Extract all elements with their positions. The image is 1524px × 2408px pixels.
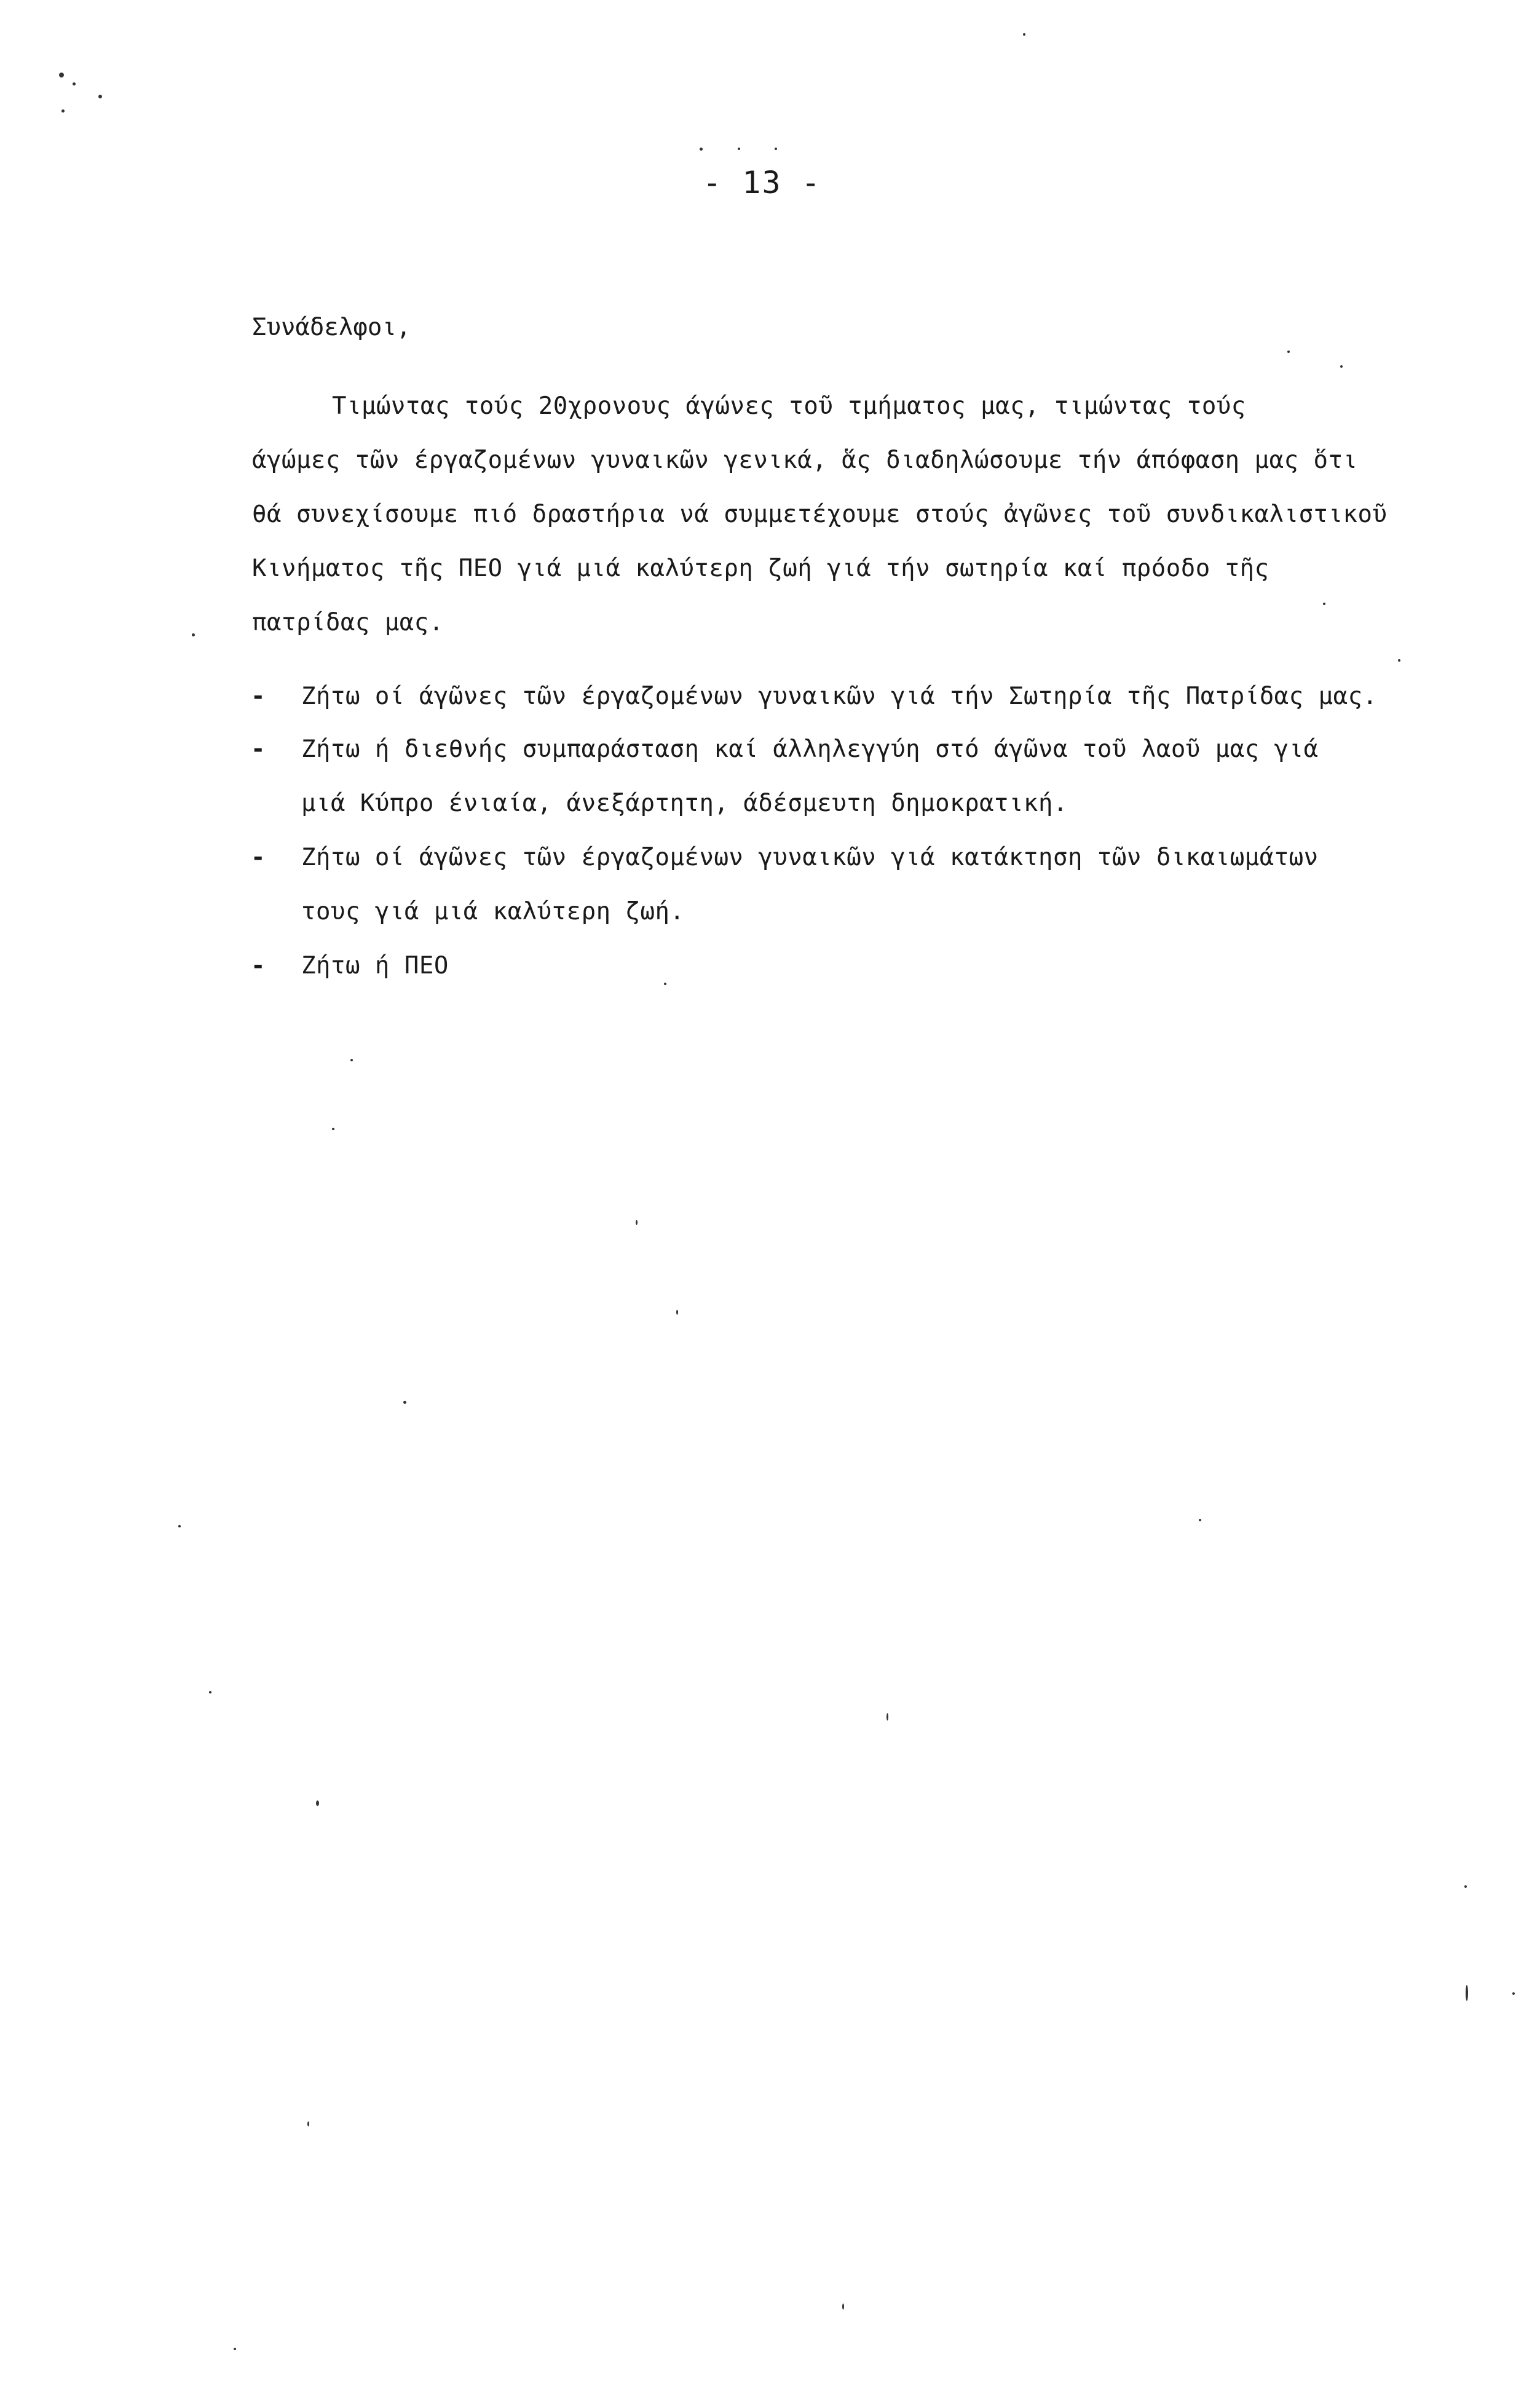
scan-speck xyxy=(234,2348,236,2350)
scan-speck xyxy=(59,73,64,77)
bullet-text: Ζήτω ή διεθνής συμπαράσταση καί άλληλεγγύη στό άγῶνα τοῦ λαοῦ μας γιά xyxy=(301,735,1319,763)
scan-speck xyxy=(1340,365,1343,368)
scan-speck xyxy=(61,109,65,113)
scan-speck xyxy=(192,633,195,636)
bullet-text: τους γιά μιά καλύτερη ζωή. xyxy=(301,898,685,925)
scan-speck xyxy=(178,1525,181,1527)
scan-speck xyxy=(403,1401,406,1404)
scan-speck xyxy=(1512,1992,1515,1995)
bullet-text: Ζήτω ή ΠΕΟ xyxy=(301,952,449,980)
scan-speck xyxy=(1023,33,1025,36)
scan-speck xyxy=(350,1059,353,1061)
scan-speck xyxy=(664,983,666,985)
scan-speck xyxy=(73,82,76,85)
scan-speck xyxy=(209,1691,211,1693)
bullet-text: Ζήτω οί άγῶνες τῶν έργαζομένων γυναικῶν γιά τήν Σωτηρία τῆς Πατρίδας μας. xyxy=(301,683,1378,710)
scan-speck xyxy=(332,1128,334,1130)
bullet-text: μιά Κύπρο ένιαία, άνεξάρτητη, άδέσμευτη δημοκρατική. xyxy=(301,790,1068,817)
scan-speck xyxy=(842,2303,844,2310)
scan-speck xyxy=(98,95,102,98)
paragraph-line: Τιμώντας τούς 20χρονους άγώνες τοῦ τμήματος μας, τιμώντας τούς xyxy=(332,392,1246,420)
scan-speck xyxy=(636,1220,638,1225)
paragraph-line: Κινήματος τῆς ΠΕΟ γιά μιά καλύτερη ζωή γιά τήν σωτηρία καί πρόοδο τῆς xyxy=(252,555,1269,582)
page-number: - 13 - xyxy=(703,165,821,200)
salutation: Συνάδελφοι, xyxy=(252,314,411,341)
paragraph-line: πατρίδας μας. xyxy=(252,609,444,636)
bullet-dash: - xyxy=(251,952,266,980)
bullet-dash: - xyxy=(251,735,266,763)
scan-speck xyxy=(1287,351,1290,353)
scan-speck xyxy=(316,1800,319,1806)
scan-speck xyxy=(307,2121,309,2126)
paragraph-line: θά συνεχίσουμε πιό δραστήρια νά συμμετέχουμε στούς ἀγῶνες τοῦ συνδικαλιστικοῦ xyxy=(252,501,1388,528)
scan-speck xyxy=(738,148,740,150)
scan-speck xyxy=(676,1310,678,1315)
scan-speck xyxy=(1464,1885,1467,1888)
bullet-dash: - xyxy=(251,683,266,710)
scan-speck xyxy=(886,1713,888,1721)
paragraph-line: άγώμες τῶν έργαζομένων γυναικῶν γενικά, ἅς διαδηλώσουμε τήν άπόφαση μας ὅτι xyxy=(252,446,1358,474)
scan-speck xyxy=(1466,1985,1468,2001)
scan-speck xyxy=(1199,1519,1201,1521)
scan-speck xyxy=(775,148,777,150)
scan-speck xyxy=(1398,659,1400,662)
scan-speck xyxy=(700,148,703,151)
bullet-dash: - xyxy=(251,844,266,871)
scan-speck xyxy=(1323,603,1325,605)
bullet-text: Ζήτω οί άγῶνες τῶν έργαζομένων γυναικῶν γιά κατάκτηση τῶν δικαιωμάτων xyxy=(301,844,1319,871)
